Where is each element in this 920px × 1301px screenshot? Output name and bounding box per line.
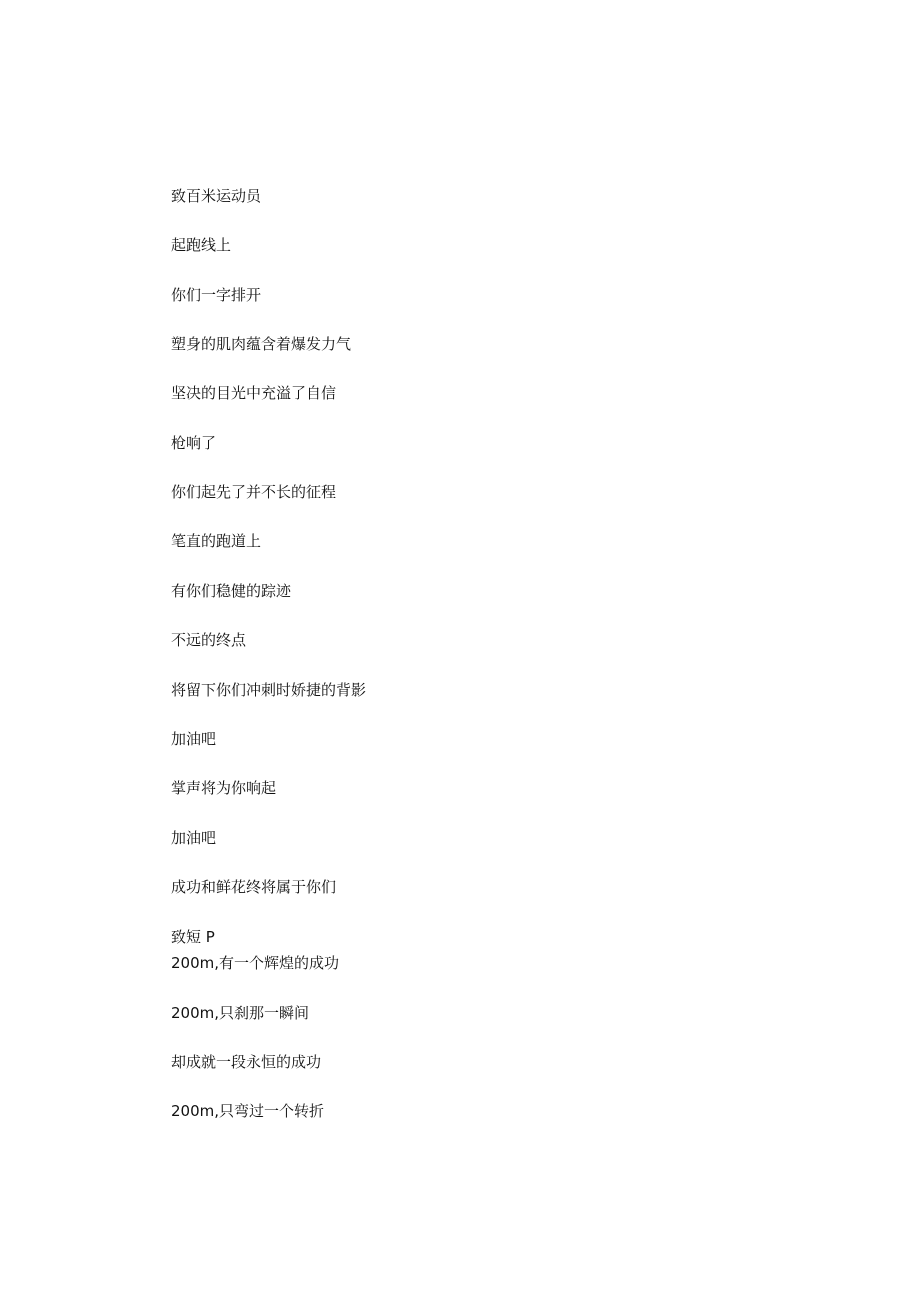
text-line: 掌声将为你响起 xyxy=(171,779,277,797)
text-line: 致百米运动员 xyxy=(171,187,262,205)
text-line: 成功和鲜花终将属于你们 xyxy=(171,878,337,896)
text-line: 200m,只刹那一瞬间 xyxy=(171,1004,310,1022)
text-line: 致短 P xyxy=(171,928,215,946)
text-line: 不远的终点 xyxy=(171,631,247,649)
text-line: 加油吧 xyxy=(171,829,217,847)
text-line: 起跑线上 xyxy=(171,236,232,254)
text-line: 枪响了 xyxy=(171,434,217,452)
text-line: 笔直的跑道上 xyxy=(171,532,262,550)
text-line: 你们起先了并不长的征程 xyxy=(171,483,337,501)
text-line: 有你们稳健的踪迹 xyxy=(171,582,292,600)
text-line: 加油吧 xyxy=(171,730,217,748)
text-line: 却成就一段永恒的成功 xyxy=(171,1053,322,1071)
text-line: 200m,有一个辉煌的成功 xyxy=(171,954,340,972)
text-line: 将留下你们冲刺时娇捷的背影 xyxy=(171,681,367,699)
text-line: 坚决的目光中充溢了自信 xyxy=(171,384,337,402)
text-line: 塑身的肌肉蕴含着爆发力气 xyxy=(171,335,352,353)
text-line: 200m,只弯过一个转折 xyxy=(171,1102,325,1120)
text-line: 你们一字排开 xyxy=(171,286,262,304)
